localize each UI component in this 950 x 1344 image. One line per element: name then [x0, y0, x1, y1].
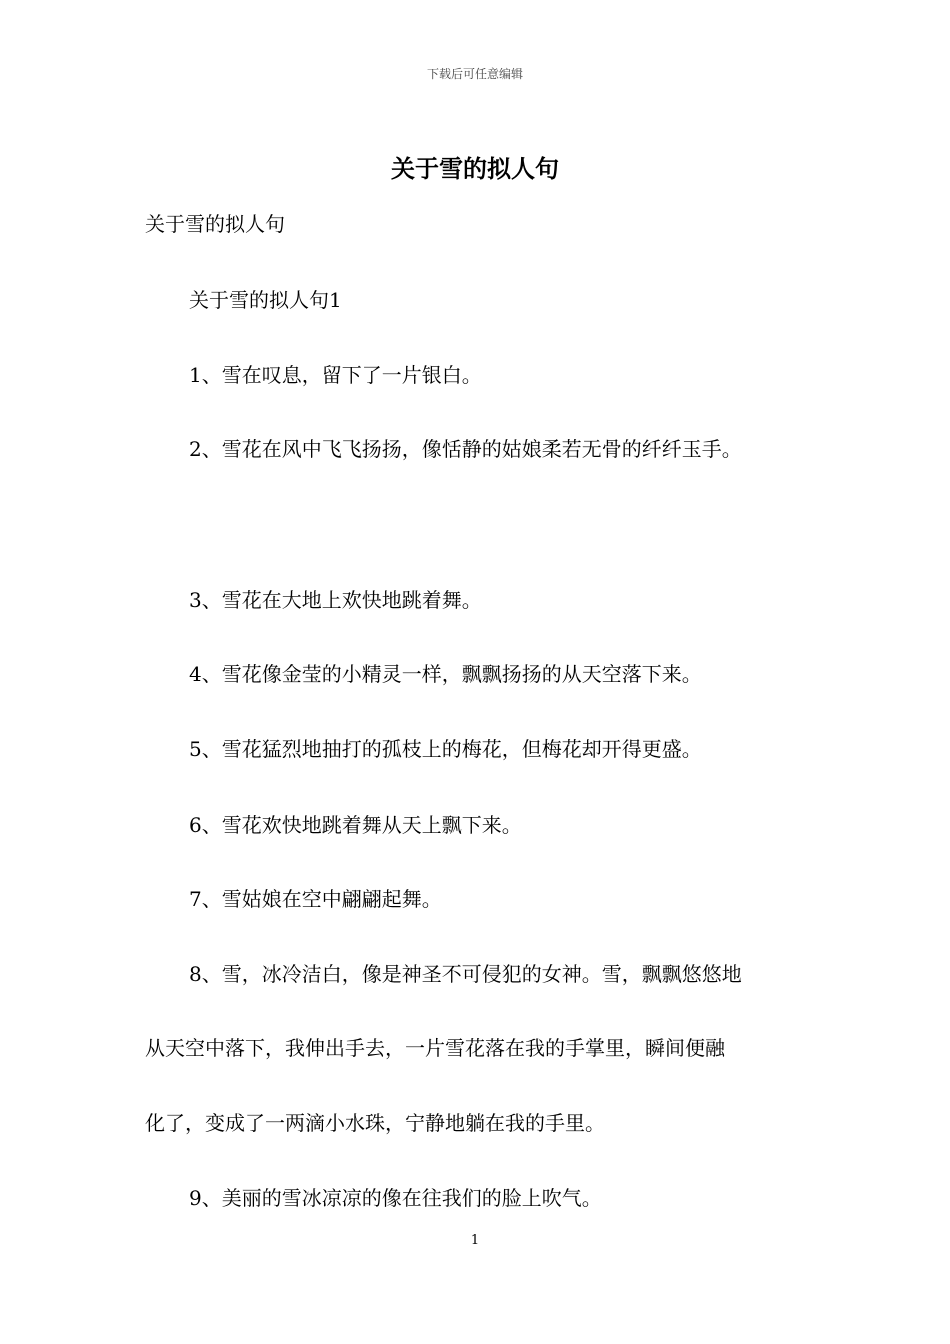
paragraph-line: 7、雪姑娘在空中翩翩起舞。 — [189, 887, 442, 911]
paragraph-line: 1、雪在叹息，留下了一片银白。 — [189, 363, 482, 387]
paragraph-line: 4、雪花像金莹的小精灵一样，飘飘扬扬的从天空落下来。 — [189, 662, 702, 686]
paragraph-line: 9、美丽的雪冰凉凉的像在往我们的脸上吹气。 — [189, 1186, 602, 1210]
paragraph-line: 化了，变成了一两滴小水珠，宁静地躺在我的手里。 — [145, 1111, 605, 1135]
document-subtitle: 关于雪的拟人句 — [145, 212, 285, 236]
paragraph-line: 3、雪花在大地上欢快地跳着舞。 — [189, 588, 482, 612]
paragraph-line: 5、雪花猛烈地抽打的孤枝上的梅花，但梅花却开得更盛。 — [189, 737, 702, 761]
paragraph-line: 2、雪花在风中飞飞扬扬，像恬静的姑娘柔若无骨的纤纤玉手。 — [189, 437, 742, 461]
paragraph-line: 从天空中落下，我伸出手去，一片雪花落在我的手掌里，瞬间便融 — [145, 1036, 725, 1060]
paragraph-line: 6、雪花欢快地跳着舞从天上飘下来。 — [189, 813, 522, 837]
paragraph-line: 8、雪，冰冷洁白，像是神圣不可侵犯的女神。雪，飘飘悠悠地 — [189, 962, 742, 986]
section-heading: 关于雪的拟人句1 — [189, 288, 342, 312]
page-number: 1 — [470, 1233, 480, 1248]
header-note: 下载后可任意编辑 — [426, 67, 523, 81]
document-title: 关于雪的拟人句 — [391, 154, 559, 183]
